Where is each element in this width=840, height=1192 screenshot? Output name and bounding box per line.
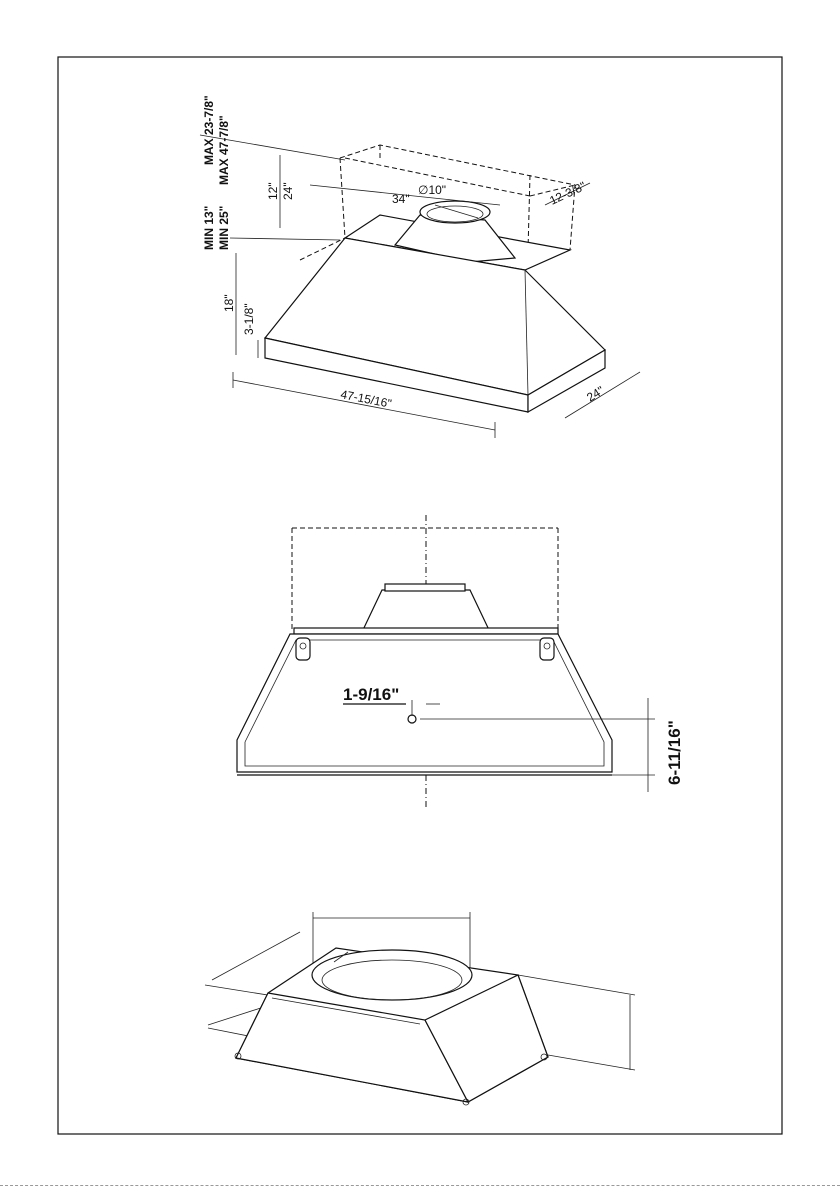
depth-12-label: 12-3/8" — [547, 178, 588, 208]
hood-front-view — [237, 515, 684, 810]
height-12-label: 12" — [266, 182, 280, 200]
duct-transition-view — [205, 912, 635, 1105]
horizontal-offset-label: 1-9/16" — [343, 685, 400, 704]
max-height-a-label: MAX 23-7/8" — [202, 95, 216, 165]
width-34-label: 34" — [392, 192, 410, 206]
max-height-b-label: MAX 47-7/8" — [217, 115, 231, 185]
min-height-a-label: MIN 13" — [202, 205, 216, 250]
height-18-label: 18" — [222, 294, 236, 312]
vertical-offset-label: 6-11/16" — [665, 720, 684, 785]
page-footer-line — [0, 1185, 840, 1186]
height-24-label: 24" — [281, 182, 295, 200]
height-3-1-8-label: 3-1/8" — [242, 303, 256, 335]
duct-diameter-label: ∅10" — [418, 183, 447, 197]
min-height-b-label: MIN 25" — [217, 205, 231, 250]
width-47-label: 47-15/16" — [339, 387, 393, 411]
depth-24-label: 24" — [584, 383, 607, 405]
hood-isometric-view — [200, 95, 640, 438]
